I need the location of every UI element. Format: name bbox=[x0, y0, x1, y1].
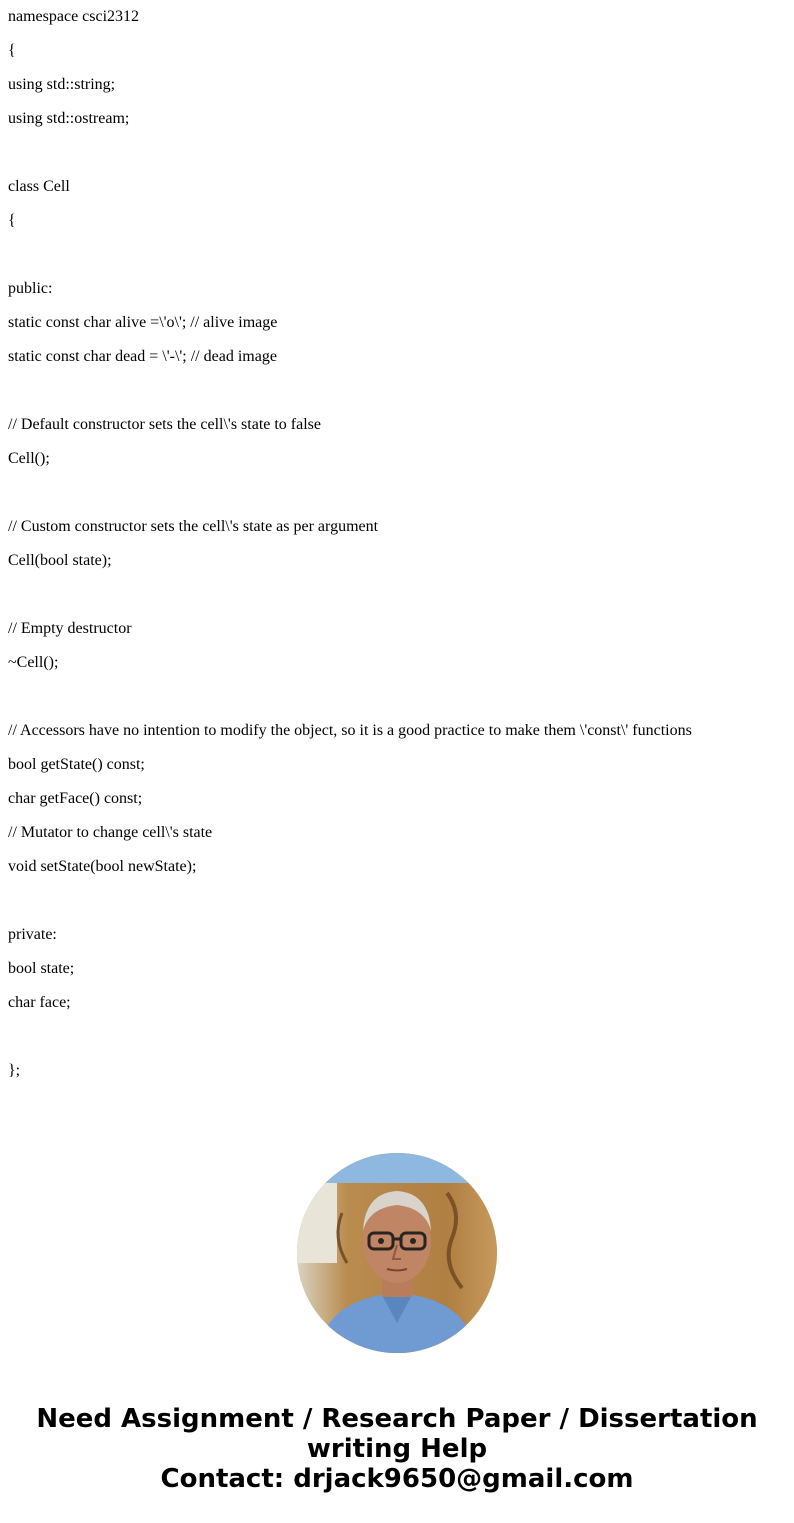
person-portrait-icon bbox=[297, 1153, 497, 1353]
code-line: Cell(); bbox=[8, 450, 50, 467]
code-line: // Mutator to change cell\'s state bbox=[8, 824, 213, 841]
promo-banner bbox=[0, 1404, 794, 1494]
code-line bbox=[8, 578, 788, 612]
code-line: bool state; bbox=[8, 960, 75, 977]
code-line: class Cell bbox=[8, 178, 70, 195]
code-line: { bbox=[8, 42, 16, 59]
code-line: bool getState() const; bbox=[8, 756, 145, 773]
author-avatar bbox=[297, 1153, 497, 1353]
promo-line: writing Help bbox=[306, 1434, 488, 1464]
code-line: void setState(bool newState); bbox=[8, 858, 197, 875]
code-line bbox=[8, 884, 788, 918]
code-listing bbox=[8, 0, 788, 1088]
code-line: using std::string; bbox=[8, 76, 116, 93]
code-line: namespace csci2312 bbox=[8, 8, 140, 25]
code-line: }; bbox=[8, 1062, 21, 1079]
code-line: // Custom constructor sets the cell\'s state as per argument bbox=[8, 518, 379, 535]
code-line: { bbox=[8, 212, 16, 229]
code-line: // Accessors have no intention to modify the object, so it is a good practice to make them \'const\' functions bbox=[8, 722, 692, 739]
code-line: char face; bbox=[8, 994, 71, 1011]
code-line: Cell(bool state); bbox=[8, 552, 112, 569]
code-line bbox=[8, 1020, 788, 1054]
code-line: char getFace() const; bbox=[8, 790, 143, 807]
code-line: using std::ostream; bbox=[8, 110, 130, 127]
code-line bbox=[8, 374, 788, 408]
code-line bbox=[8, 476, 788, 510]
code-line: public: bbox=[8, 280, 53, 297]
code-line: ~Cell(); bbox=[8, 654, 59, 671]
code-line bbox=[8, 136, 788, 170]
code-line: // Empty destructor bbox=[8, 620, 132, 637]
code-line bbox=[8, 680, 788, 714]
code-line: static const char alive =\'o\'; // alive image bbox=[8, 314, 278, 331]
promo-line: Need Assignment / Research Paper / Dissertation bbox=[36, 1404, 758, 1434]
code-line: private: bbox=[8, 926, 57, 943]
code-line: // Default constructor sets the cell\'s state to false bbox=[8, 416, 322, 433]
code-line: static const char dead = \'-\'; // dead image bbox=[8, 348, 277, 365]
contact-email: Contact: drjack9650@gmail.com bbox=[160, 1464, 634, 1494]
code-line bbox=[8, 238, 788, 272]
